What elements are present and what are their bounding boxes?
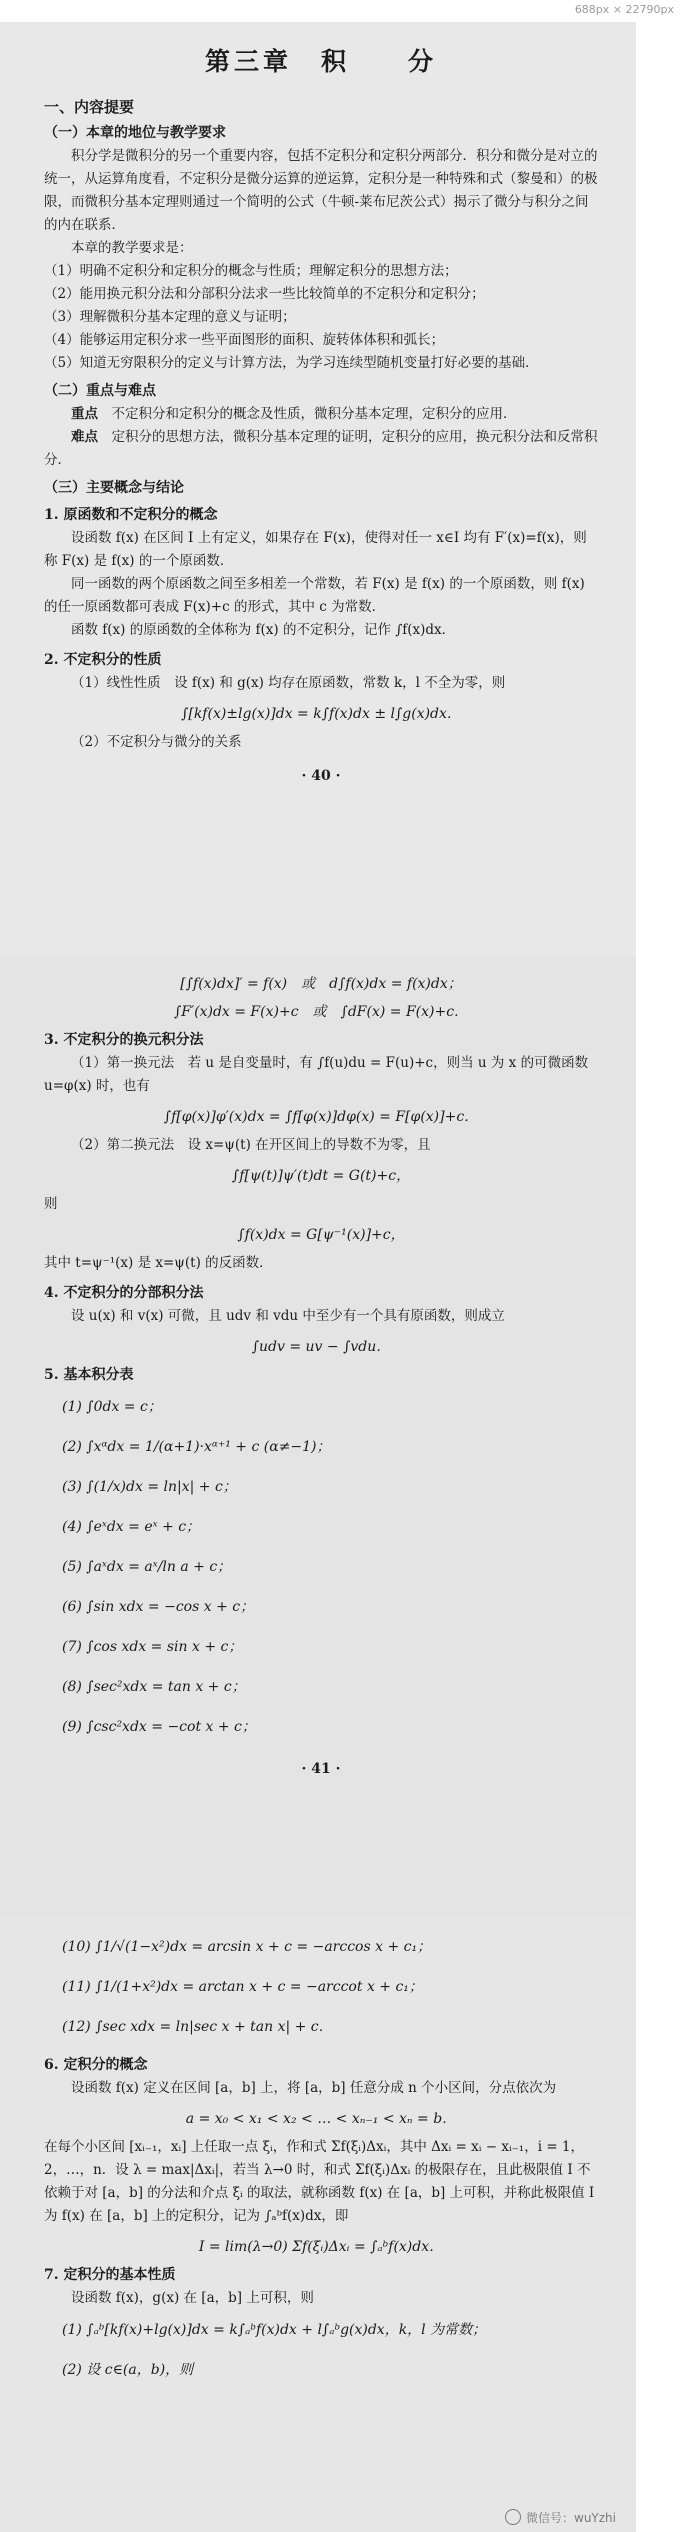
paragraph: 其中 t=ψ⁻¹(x) 是 x=ψ(t) 的反函数． bbox=[44, 1255, 273, 1271]
requirement-item: （1）明确不定积分和定积分的概念与性质；理解定积分的思想方法； bbox=[44, 263, 458, 279]
paragraph: 设 u(x) 和 v(x) 可微，且 udv 和 vdu 中至少有一个具有原函数，则成立 bbox=[71, 1308, 505, 1324]
wechat-watermark bbox=[505, 2509, 616, 2526]
equation: (2) 设 c∈(a，b)，则 bbox=[62, 2362, 194, 2378]
topic-heading: 6. 定积分的概念 bbox=[44, 2057, 148, 2073]
paragraph: （1）第一换元法 若 u 是自变量时，有 ∫f(u)du = F(u)+c，则当 u 为 x 的可微函数 u=φ(x) 时，也有 bbox=[44, 1055, 589, 1094]
equation: a = x₀ < x₁ < x₂ < … < xₙ₋₁ < xₙ = b． bbox=[185, 2111, 457, 2127]
scan-page-40 bbox=[0, 22, 636, 957]
subsection-heading: （一）本章的地位与教学要求 bbox=[44, 125, 226, 141]
integral-formula: (7) ∫cos xdx = sin x + c； bbox=[62, 1639, 243, 1655]
wechat-icon bbox=[505, 2509, 521, 2525]
integral-formula: (8) ∫sec²xdx = tan x + c； bbox=[62, 1679, 246, 1695]
section-heading: 一、内容提要 bbox=[44, 98, 135, 116]
subsection-heading: （三）主要概念与结论 bbox=[44, 480, 184, 496]
integral-formula: (2) ∫xᵅdx = 1/(α+1)·xᵅ⁺¹ + c (α≠−1)； bbox=[62, 1439, 331, 1455]
scan-page-42 bbox=[0, 1917, 636, 2532]
integral-formula: (3) ∫(1/x)dx = ln|x| + c； bbox=[62, 1479, 237, 1495]
paragraph: 则 bbox=[44, 1196, 58, 1212]
subsection-heading: （二）重点与难点 bbox=[44, 383, 156, 399]
difficulty-text: 定积分的思想方法，微积分基本定理的证明，定积分的应用，换元积分法和反常积分． bbox=[44, 429, 598, 468]
equation: ∫f(x)dx = G[ψ⁻¹(x)]+c， bbox=[237, 1227, 405, 1243]
requirement-item: （3）理解微积分基本定理的意义与证明； bbox=[44, 309, 296, 325]
integral-formula: (12) ∫sec xdx = ln|sec x + tan x| + c． bbox=[62, 2019, 333, 2035]
requirement-item: （4）能够运用定积分求一些平面图形的面积、旋转体体积和弧长； bbox=[44, 332, 445, 348]
paragraph: （2）第二换元法 设 x=ψ(t) 在开区间上的导数不为零，且 bbox=[71, 1137, 431, 1153]
integral-formula: (1) ∫0dx = c； bbox=[62, 1399, 162, 1415]
page-number: · 40 · bbox=[301, 768, 341, 784]
chapter-title: 第三章 积 分 bbox=[204, 47, 437, 76]
paragraph: 在每个小区间 [xᵢ₋₁，xᵢ] 上任取一点 ξᵢ，作和式 Σf(ξᵢ)Δxᵢ，其中 Δxᵢ = xᵢ − xᵢ₋₁，i = 1，2，…，n．设 λ = max|Δxᵢ|，若当 λ→0 时，和式 Σf(ξᵢ)Δxᵢ 的极限存在，且此极限值 I 不依赖于对 [a，b] 的分法和介点 ξᵢ 的取法，就称函数 f(x) 在 [a，b] 上可积，并称此极限值 I 为 f(x) 在 [a，b] 上的定积分，记为 ∫ₐᵇf(x)dx，即 bbox=[44, 2139, 595, 2224]
equation: [∫f(x)dx]′ = f(x) 或 d∫f(x)dx = f(x)dx； bbox=[180, 976, 462, 992]
equation: ∫udv = uv − ∫vdu． bbox=[251, 1339, 391, 1355]
integral-formula: (10) ∫1/√(1−x²)dx = arcsin x + c = −arccos x + c₁； bbox=[62, 1939, 432, 1955]
equation: ∫f[ψ(t)]ψ′(t)dt = G(t)+c， bbox=[231, 1168, 411, 1184]
integral-formula: (11) ∫1/(1+x²)dx = arctan x + c = −arccot x + c₁； bbox=[62, 1979, 423, 1995]
requirement-item: （5）知道无穷限积分的定义与计算方法，为学习连续型随机变量打好必要的基础． bbox=[44, 355, 539, 371]
integral-formula: (6) ∫sin xdx = −cos x + c； bbox=[62, 1599, 255, 1615]
topic-heading: 4. 不定积分的分部积分法 bbox=[44, 1285, 204, 1301]
image-size-bar bbox=[0, 0, 688, 22]
difficulty-label: 难点 bbox=[71, 429, 98, 445]
key-text: 不定积分和定积分的概念及性质，微积分基本定理，定积分的应用． bbox=[98, 406, 517, 422]
paragraph: （2）不定积分与微分的关系 bbox=[71, 734, 242, 750]
key-label: 重点 bbox=[71, 406, 98, 422]
scan-page-41 bbox=[0, 957, 636, 1917]
page-number: · 41 · bbox=[301, 1761, 341, 1777]
integral-formula: (5) ∫aˣdx = aˣ/ln a + c； bbox=[62, 1559, 232, 1575]
watermark-text: 微信号：wuYzhi bbox=[526, 2511, 616, 2525]
equation: (1) ∫ₐᵇ[kf(x)+lg(x)]dx = k∫ₐᵇf(x)dx + l∫ₐᵇg(x)dx，k，l 为常数； bbox=[62, 2322, 487, 2338]
paragraph: （1）线性性质 设 f(x) 和 g(x) 均存在原函数，常数 k，l 不全为零，则 bbox=[71, 675, 506, 691]
paragraph: 设函数 f(x) 在区间 I 上有定义，如果存在 F(x)，使得对任一 x∈I 均有 F′(x)=f(x)，则称 F(x) 是 f(x) 的一个原函数． bbox=[44, 530, 587, 569]
paragraph: 设函数 f(x)，g(x) 在 [a，b] 上可积，则 bbox=[71, 2290, 314, 2306]
topic-heading: 1. 原函数和不定积分的概念 bbox=[44, 507, 218, 523]
equation: I = lim(λ→0) Σf(ξᵢ)Δxᵢ = ∫ₐᵇf(x)dx． bbox=[198, 2239, 444, 2255]
topic-heading: 2. 不定积分的性质 bbox=[44, 652, 162, 668]
paragraph: 设函数 f(x) 定义在区间 [a，b] 上，将 [a，b] 任意分成 n 个小区间，分点依次为 bbox=[71, 2080, 557, 2096]
integral-formula: (4) ∫eˣdx = eˣ + c； bbox=[62, 1519, 201, 1535]
topic-heading: 7. 定积分的基本性质 bbox=[44, 2267, 176, 2283]
equation: ∫F′(x)dx = F(x)+c 或 ∫dF(x) = F(x)+c． bbox=[173, 1004, 469, 1020]
requirement-item: （2）能用换元积分法和分部积分法求一些比较简单的不定积分和定积分； bbox=[44, 286, 485, 302]
paragraph: 积分学是微积分的另一个重要内容，包括不定积分和定积分两部分．积分和微分是对立的统一，从运算角度看，不定积分是微分运算的逆运算，定积分是一种特殊和式（黎曼和）的极限，而微积分基本定理则通过一个简明的公式（牛顿-莱布尼茨公式）揭示了微分与积分之间的内在联系． bbox=[44, 148, 598, 233]
equation: ∫[kf(x)±lg(x)]dx = k∫f(x)dx ± l∫g(x)dx． bbox=[181, 706, 461, 722]
paragraph: 函数 f(x) 的原函数的全体称为 f(x) 的不定积分，记作 ∫f(x)dx． bbox=[71, 622, 456, 638]
integral-formula: (9) ∫csc²xdx = −cot x + c； bbox=[62, 1719, 256, 1735]
equation: ∫f[φ(x)]φ′(x)dx = ∫f[φ(x)]dφ(x) = F[φ(x)]+c． bbox=[163, 1109, 479, 1125]
paragraph: 同一函数的两个原函数之间至多相差一个常数，若 F(x) 是 f(x) 的一个原函数，则 f(x) 的任一原函数都可表成 F(x)+c 的形式，其中 c 为常数． bbox=[44, 576, 585, 615]
topic-heading: 5. 基本积分表 bbox=[44, 1367, 134, 1383]
topic-heading: 3. 不定积分的换元积分法 bbox=[44, 1032, 204, 1048]
paragraph: 本章的教学要求是： bbox=[71, 240, 193, 256]
image-size-label: 688px × 22790px bbox=[574, 3, 674, 16]
